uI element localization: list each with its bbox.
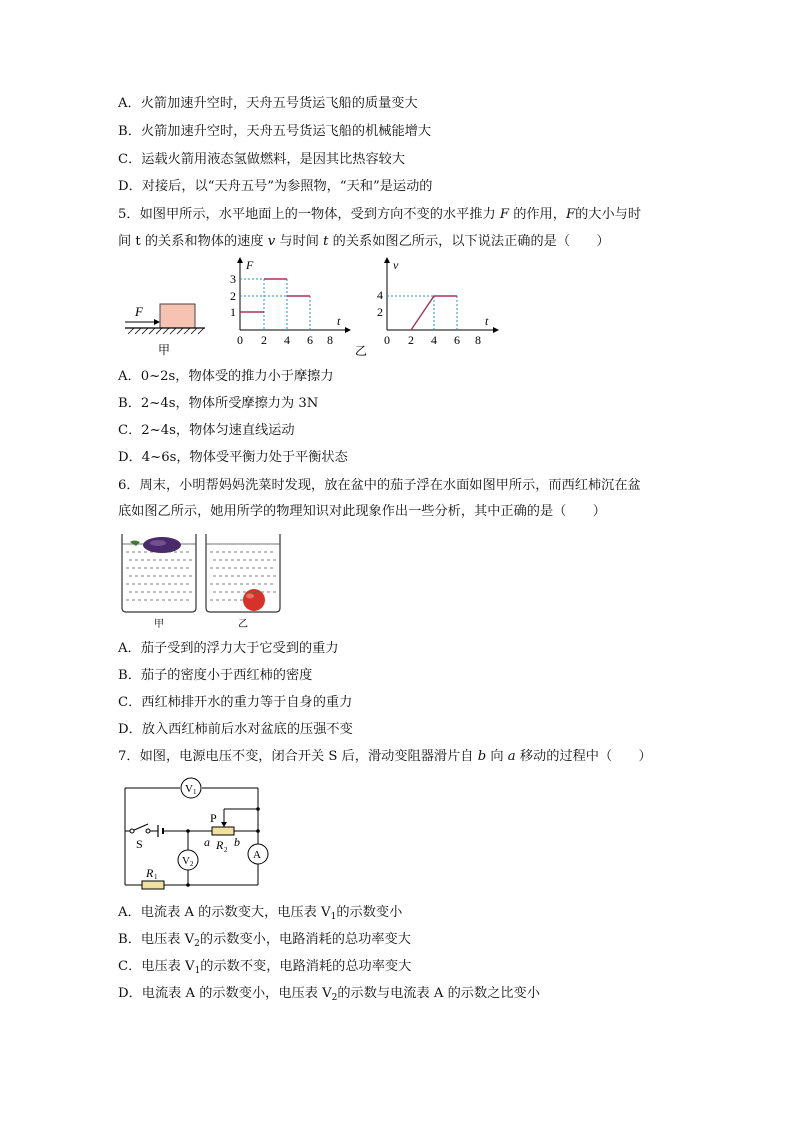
- q7-option-b: B．电压表 $V_2$的示数变小，电路消耗的总功率变大: [118, 932, 411, 949]
- q5-chart-velocity: [355, 255, 505, 358]
- end-b-label: b: [234, 835, 240, 849]
- chart-f-xtick: 2: [261, 333, 267, 347]
- chart-v-xtick: 4: [431, 333, 437, 347]
- chart-v-xtick: 2: [408, 333, 414, 347]
- svg-text:1: 1: [193, 788, 197, 796]
- force-label: F: [135, 304, 143, 319]
- figure-label-jia: 甲: [158, 343, 171, 357]
- block: [160, 304, 195, 328]
- q5-option-a: A．0~2s，物体受的推力小于摩擦力: [118, 369, 334, 384]
- q6-option-d: D．放入西红柿前后水对盆底的压强不变: [118, 722, 353, 737]
- figure-label-jia: 甲: [154, 619, 164, 630]
- basin-jia: [122, 534, 196, 630]
- switch-label: S: [136, 837, 143, 851]
- q5-chart-force: [225, 255, 355, 350]
- r2-label: R: [216, 838, 224, 852]
- svg-text:V: V: [185, 783, 193, 795]
- chart-f-ytick: 1: [230, 305, 236, 319]
- chart-v-xlabel: t: [485, 314, 489, 328]
- rheostat-r2: [212, 827, 234, 835]
- chart-f-series: [240, 279, 310, 312]
- chart-v-xtick: 6: [454, 333, 460, 347]
- q7-option-d: D．电流表 A 的示数变小，电压表 $V_2$的示数与电流表 A 的示数之比变小: [118, 986, 540, 1003]
- chart-f-ylabel: F: [246, 258, 254, 272]
- chart-f-xtick: 6: [307, 333, 313, 347]
- chart-f-ytick: 3: [230, 272, 236, 286]
- svg-text:2: 2: [224, 846, 228, 854]
- q4-option-b: B．火箭加速升空时，天舟五号货运飞船的机械能增大: [118, 124, 432, 139]
- q6-stem-line1: 6．周末，小明帮妈妈洗菜时发现，放在盆中的茄子浮在水面如图甲所示，而西红柿沉在盆: [118, 478, 641, 493]
- chart-v-ytick: 2: [377, 305, 383, 319]
- q4-option-a: A．火箭加速升空时，天舟五号货运飞船的质量变大: [118, 96, 418, 111]
- ground-hatch: [128, 328, 204, 334]
- resistor-r1: [142, 881, 164, 889]
- q5-figure-jia: [120, 290, 210, 360]
- figure-label-yi: 乙: [238, 619, 248, 630]
- basin-yi: [206, 534, 280, 630]
- q5-stem-line1: 5．如图甲所示，水平地面上的一物体，受到方向不变的水平推力 F 的作用，F的大小与时: [118, 207, 642, 222]
- svg-text:2: 2: [190, 860, 194, 868]
- slider-label: P: [210, 811, 217, 825]
- chart-v-xtick: 8: [475, 333, 481, 347]
- chart-f-xtick: 8: [327, 333, 333, 347]
- svg-text:1: 1: [154, 873, 158, 881]
- chart-v-ylabel: v: [393, 258, 399, 272]
- svg-text:A: A: [253, 849, 261, 861]
- q7-circuit: [118, 772, 278, 892]
- chart-v-ytick: 4: [377, 288, 383, 302]
- chart-f-xtick: 4: [284, 333, 290, 347]
- svg-text:V: V: [182, 855, 190, 867]
- chart-f-xlabel: t: [337, 314, 341, 328]
- tomato: [243, 589, 265, 611]
- end-a-label: a: [204, 835, 210, 849]
- q5-stem-line2: 间 t 的关系和物体的速度 v 与时间 t 的关系如图乙所示，以下说法正确的是（ ）: [118, 234, 610, 249]
- chart-f-xtick: 0: [237, 333, 243, 347]
- q7-option-c: C．电压表 $V_1$的示数不变，电路消耗的总功率变大: [118, 959, 412, 976]
- q7-option-a: A．电流表 A 的示数变大，电压表 $V_1$的示数变小: [118, 905, 403, 922]
- figure-label-yi: 乙: [355, 344, 368, 358]
- q6-option-a: A．茄子受到的浮力大于它受到的重力: [118, 641, 339, 656]
- q6-option-c: C．西红柿排开水的重力等于自身的重力: [118, 695, 353, 710]
- q6-figure: [118, 530, 288, 630]
- q4-option-d: D．对接后，以“天舟五号”为参照物，“天和”是运动的: [118, 179, 433, 194]
- chart-f-ytick: 2: [230, 289, 236, 303]
- chart-f-guides: [240, 279, 310, 330]
- switch-contact: [130, 829, 134, 833]
- r1-label: R: [146, 866, 154, 880]
- q5-option-c: C．2~4s，物体匀速直线运动: [118, 423, 295, 438]
- slider-arrow: [221, 822, 227, 827]
- q5-option-d: D．4~6s，物体受平衡力处于平衡状态: [118, 450, 348, 465]
- q6-stem-line2: 底如图乙所示，她用所学的物理知识对此现象作出一些分析，其中正确的是（ ）: [118, 504, 606, 519]
- q5-option-b: B．2~4s，物体所受摩擦力为 3N: [118, 396, 319, 411]
- q4-option-c: C．运载火箭用液态氢做燃料，是因其比热容较大: [118, 152, 406, 167]
- chart-v-xtick: 0: [384, 333, 390, 347]
- q6-option-b: B．茄子的密度小于西红柿的密度: [118, 668, 313, 683]
- q7-stem: 7．如图，电源电压不变，闭合开关 S 后，滑动变阻器滑片自 b 向 a 移动的过程中（ ）: [118, 749, 652, 764]
- switch-contact: [146, 829, 150, 833]
- eggplant-stem: [130, 541, 140, 547]
